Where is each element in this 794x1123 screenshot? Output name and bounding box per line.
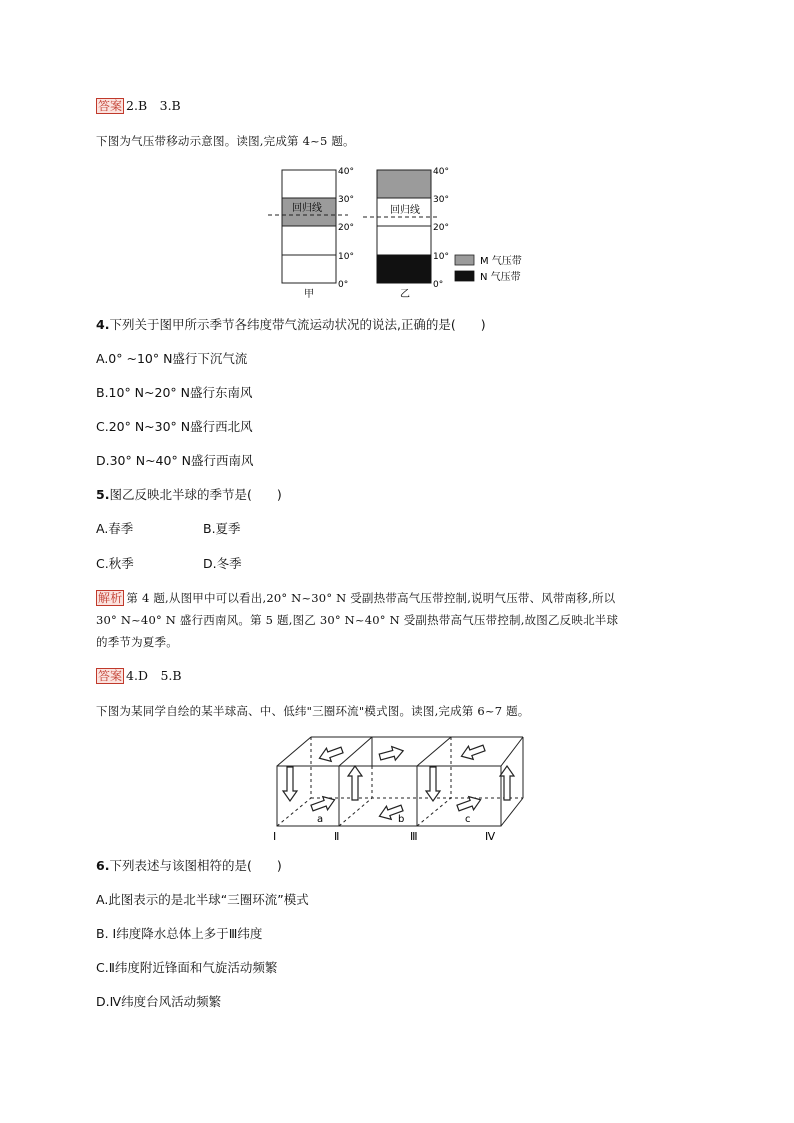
lat-label: 40° bbox=[433, 167, 449, 177]
cell-label-a: a bbox=[317, 814, 324, 825]
arrow-lower-cell-a bbox=[310, 793, 337, 814]
arrow-up-iv bbox=[500, 766, 514, 800]
option-5a: A.春季 bbox=[96, 521, 134, 536]
latitude-label-ii: Ⅱ bbox=[334, 830, 340, 843]
analysis-text: 第 4 题,从图甲中可以看出,20° N~30° N 受副热带高气压带控制,说明气压带、风带南移,所以 bbox=[126, 591, 616, 605]
analysis-tag: 解析 bbox=[98, 591, 123, 605]
question-number: 4. bbox=[96, 317, 110, 332]
question-stem: 下列表述与该图相符的是( ) bbox=[109, 858, 282, 873]
question-number: 5. bbox=[96, 487, 110, 502]
lat-label: 30° bbox=[338, 195, 354, 205]
latitude-label-iii: Ⅲ bbox=[410, 830, 418, 843]
option-4b: B.10° N~20° N盛行东南风 bbox=[96, 385, 253, 400]
tropic-label-jia: 回归线 bbox=[292, 203, 322, 214]
lat-label: 30° bbox=[433, 195, 449, 205]
question-number: 6. bbox=[96, 858, 110, 873]
lat-label: 10° bbox=[433, 252, 449, 262]
option-5c: C.秋季 bbox=[96, 556, 134, 571]
answer-text: 2.B 3.B bbox=[126, 98, 181, 113]
legend-label-m: M 气压带 bbox=[480, 256, 522, 267]
answer-tag: 答案 bbox=[98, 99, 123, 113]
intro-text-2: 下图为某同学自绘的某半球高、中、低纬"三圈环流"模式图。读图,完成第 6~7 题。 bbox=[96, 704, 530, 718]
option-6b: B. Ⅰ纬度降水总体上多于Ⅲ纬度 bbox=[96, 926, 263, 941]
question-stem: 下列关于图甲所示季节各纬度带气流运动状况的说法,正确的是( ) bbox=[109, 317, 486, 332]
answer-text: 4.D 5.B bbox=[126, 668, 182, 683]
lat-label: 10° bbox=[338, 252, 354, 262]
latitude-label-iv: Ⅳ bbox=[485, 830, 496, 843]
arrow-upper-cell-a bbox=[317, 743, 344, 764]
arrow-upper-cell-b bbox=[378, 744, 405, 764]
option-6a: A.此图表示的是北半球“三圈环流”模式 bbox=[96, 892, 309, 907]
analysis-line-3: 的季节为夏季。 bbox=[96, 635, 178, 649]
latitude-label-i: Ⅰ bbox=[273, 830, 277, 843]
option-6c: C.Ⅱ纬度附近锋面和气旋活动频繁 bbox=[96, 960, 278, 975]
caption-yi: 乙 bbox=[400, 289, 410, 300]
analysis-line-2: 30° N~40° N 盛行西南风。第 5 题,图乙 30° N~40° N 受副热带高气压带控制,故图乙反映北半球 bbox=[96, 613, 619, 627]
arrow-up-ii bbox=[348, 766, 362, 800]
option-5b: B.夏季 bbox=[203, 521, 241, 536]
tropic-label-yi: 回归线 bbox=[390, 205, 420, 216]
arrow-down-iii bbox=[426, 767, 440, 801]
legend-label-n: N 气压带 bbox=[480, 272, 521, 283]
lat-label: 20° bbox=[338, 223, 354, 233]
cell-label-c: c bbox=[465, 814, 471, 825]
lat-label: 40° bbox=[338, 167, 354, 177]
cell-label-b: b bbox=[398, 814, 405, 825]
arrow-upper-cell-c bbox=[459, 741, 486, 762]
option-4d: D.30° N~40° N盛行西南风 bbox=[96, 453, 254, 468]
question-6 bbox=[96, 857, 282, 875]
question-stem: 图乙反映北半球的季节是( ) bbox=[109, 487, 282, 502]
answer-tag: 答案 bbox=[98, 669, 123, 683]
lat-label: 0° bbox=[433, 280, 444, 290]
option-4c: C.20° N~30° N盛行西北风 bbox=[96, 419, 253, 434]
arrow-lower-cell-c bbox=[456, 793, 483, 814]
lat-label: 20° bbox=[433, 223, 449, 233]
option-5d: D.冬季 bbox=[203, 556, 242, 571]
caption-jia: 甲 bbox=[304, 289, 314, 300]
option-4a: A.0° ~10° N盛行下沉气流 bbox=[96, 351, 248, 366]
arrow-down-i bbox=[283, 767, 297, 801]
option-6d: D.Ⅳ纬度台风活动频繁 bbox=[96, 994, 222, 1009]
intro-text-1: 下图为气压带移动示意图。读图,完成第 4~5 题。 bbox=[96, 134, 355, 148]
lat-label: 0° bbox=[338, 280, 349, 290]
